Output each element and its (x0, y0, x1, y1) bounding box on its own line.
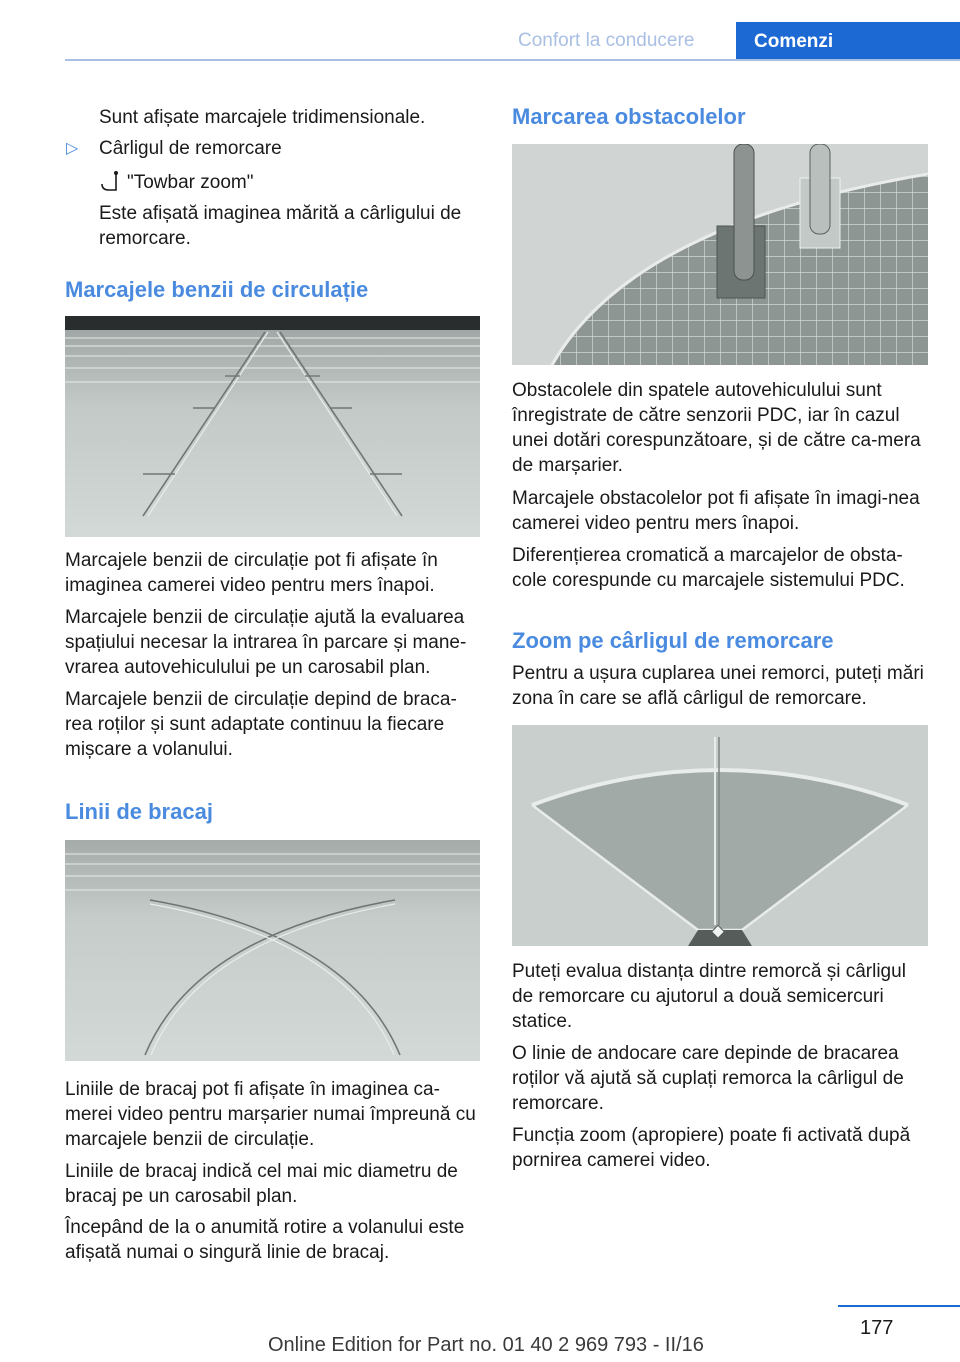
turning-paragraph-2: Liniile de bracaj indică cel mai mic diametru de bracaj pe un carosabil plan. (65, 1161, 458, 1207)
header-chapter-label: Comenzi (754, 31, 834, 52)
bullet-marker: ▷ (66, 140, 79, 157)
towbar-description: Este afișată imaginea mărită a cârligului de remorcare. (99, 203, 462, 249)
zoom-paragraph-3: O linie de andocare care depinde de bracarea roților vă ajută să cuplați remorca la cârligul de remorcare. (512, 1043, 904, 1114)
towbar-icon (99, 170, 121, 194)
header-divider (65, 59, 960, 61)
page-number: 177 (860, 1317, 894, 1339)
zoom-paragraph-4: Funcția zoom (apropiere) poate fi activată după pornirea camerei video. (512, 1125, 911, 1171)
turning-lines-heading: Linii de bracaj (65, 799, 213, 824)
zoom-paragraph-1: Pentru a ușura cuplarea unei remorci, puteți mări zona în care se află cârligul de remorcare. (512, 663, 924, 709)
intro-text: Sunt afișate marcajele tridimensionale. (99, 107, 426, 128)
obstacle-paragraph-1: Obstacolele din spatele autovehiculului sunt înregistrate de către senzorii PDC, iar în cazul unei dotări corespunzătoare, și de către ca-mera de marșarier. (512, 380, 921, 476)
bullet-text: Cârligul de remorcare (99, 138, 282, 159)
towbar-zoom-label: "Towbar zoom" (127, 172, 254, 193)
lane-paragraph-3: Marcajele benzii de circulație depind de braca-rea roților și sunt adaptate continuu la fiecare mișcare a volanului. (65, 689, 457, 760)
towbar-zoom-heading: Zoom pe cârligul de remorcare (512, 628, 834, 653)
lane-paragraph-1: Marcajele benzii de circulație pot fi afișate în imaginea camerei video pentru mers înapoi. (65, 550, 438, 596)
header-section-title: Confort la conducere (518, 30, 695, 51)
towbar-zoom-image (512, 725, 928, 946)
obstacle-markings-heading: Marcarea obstacolelor (512, 104, 746, 129)
turning-paragraph-1: Liniile de bracaj pot fi afișate în imaginea ca-merei video pentru marșarier numai împreună cu marcajele benzii de circulație. (65, 1079, 476, 1150)
zoom-paragraph-2: Puteți evalua distanța dintre remorcă și cârligul de remorcare cu ajutorul a două semicercuri statice. (512, 961, 906, 1032)
obstacle-paragraph-2: Marcajele obstacolelor pot fi afișate în imagi-nea camerei video pentru mers înapoi. (512, 488, 920, 534)
turning-paragraph-3: Începând de la o anumită rotire a volanului este afișată numai o singură linie de bracaj. (65, 1217, 465, 1263)
obstacle-paragraph-3: Diferențierea cromatică a marcajelor de obsta-cole corespunde cu marcajele sistemului PDC. (512, 545, 905, 591)
lane-markings-image (65, 316, 480, 537)
turning-lines-image (65, 840, 480, 1061)
lane-markings-heading: Marcajele benzii de circulație (65, 277, 369, 302)
obstacle-markings-image (512, 144, 928, 365)
footer-divider (838, 1305, 960, 1307)
lane-paragraph-2: Marcajele benzii de circulație ajută la evaluarea spațiului necesar la intrarea în parcare și mane-vrarea autovehiculului pe un carosabil plan. (65, 607, 467, 678)
footer-edition: Online Edition for Part no. 01 40 2 969 793 - II/16 (268, 1334, 704, 1356)
header-chapter-tab (736, 22, 960, 61)
